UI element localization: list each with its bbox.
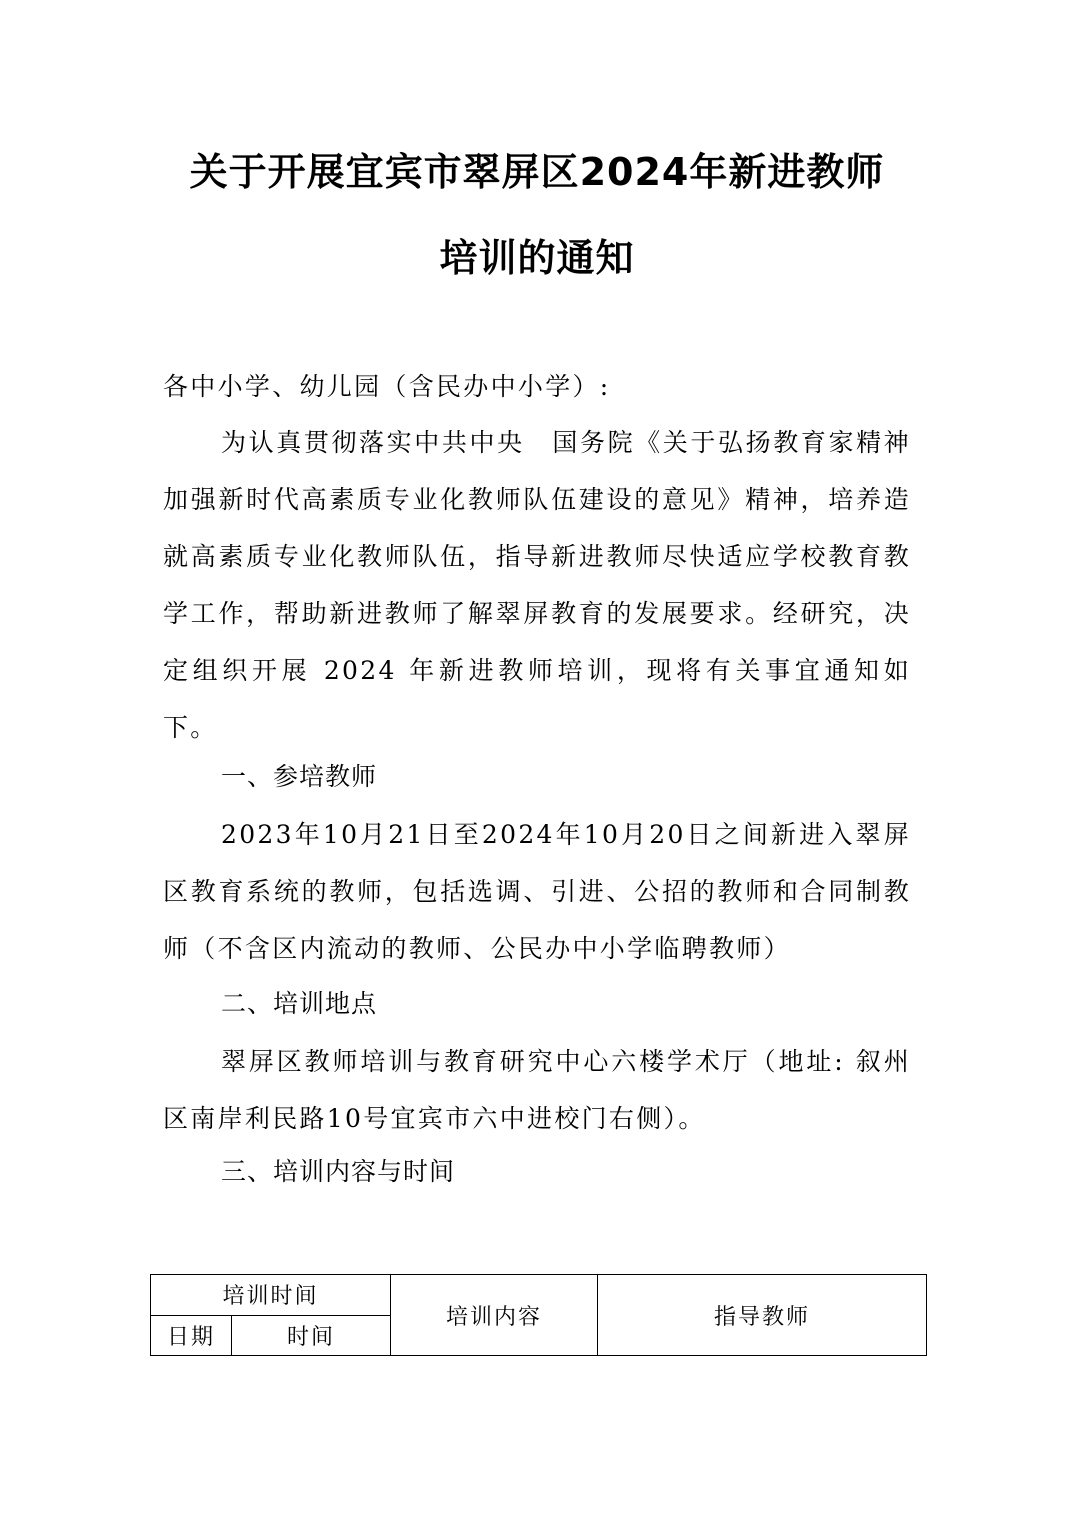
training-schedule-table xyxy=(150,1274,927,1356)
salutation: 各中小学、幼儿园（含民办中小学）: xyxy=(163,372,611,401)
header-training-content: 培训内容 xyxy=(391,1275,598,1356)
document-title-line-1: 关于开展宜宾市翠屏区2024年新进教师 xyxy=(189,150,885,194)
header-time: 时间 xyxy=(232,1315,391,1356)
table-header-row xyxy=(151,1275,927,1316)
section-heading-location: 二、培训地点 xyxy=(221,989,378,1018)
section-heading-participants: 一、参培教师 xyxy=(221,762,378,791)
header-training-time: 培训时间 xyxy=(151,1275,391,1316)
document-title-line-2: 培训的通知 xyxy=(439,236,635,280)
section-body-location: 翠屏区教师培训与教育研究中心六楼学术厅（地址: 叙州区南岸利民路10号宜宾市六中进校门右侧）。 xyxy=(163,1047,911,1133)
header-instructor: 指导教师 xyxy=(598,1275,927,1356)
section-heading-content-time: 三、培训内容与时间 xyxy=(221,1157,456,1186)
intro-paragraph: 为认真贯彻落实中共中央 国务院《关于弘扬教育家精神加强新时代高素质专业化教师队伍建设的意见》精神，培养造就高素质专业化教师队伍，指导新进教师尽快适应学校教育教学工作，帮助新进教师了解翠屏教育的发展要求。经研究，决定组织开展 2024 年新进教师培训，现将有关事宜通知如下。 xyxy=(163,428,911,742)
header-date: 日期 xyxy=(151,1315,232,1356)
section-body-participants: 2023年10月21日至2024年10月20日之间新进入翠屏区教育系统的教师，包括选调、引进、公招的教师和合同制教师（不含区内流动的教师、公民办中小学临聘教师） xyxy=(163,820,911,963)
